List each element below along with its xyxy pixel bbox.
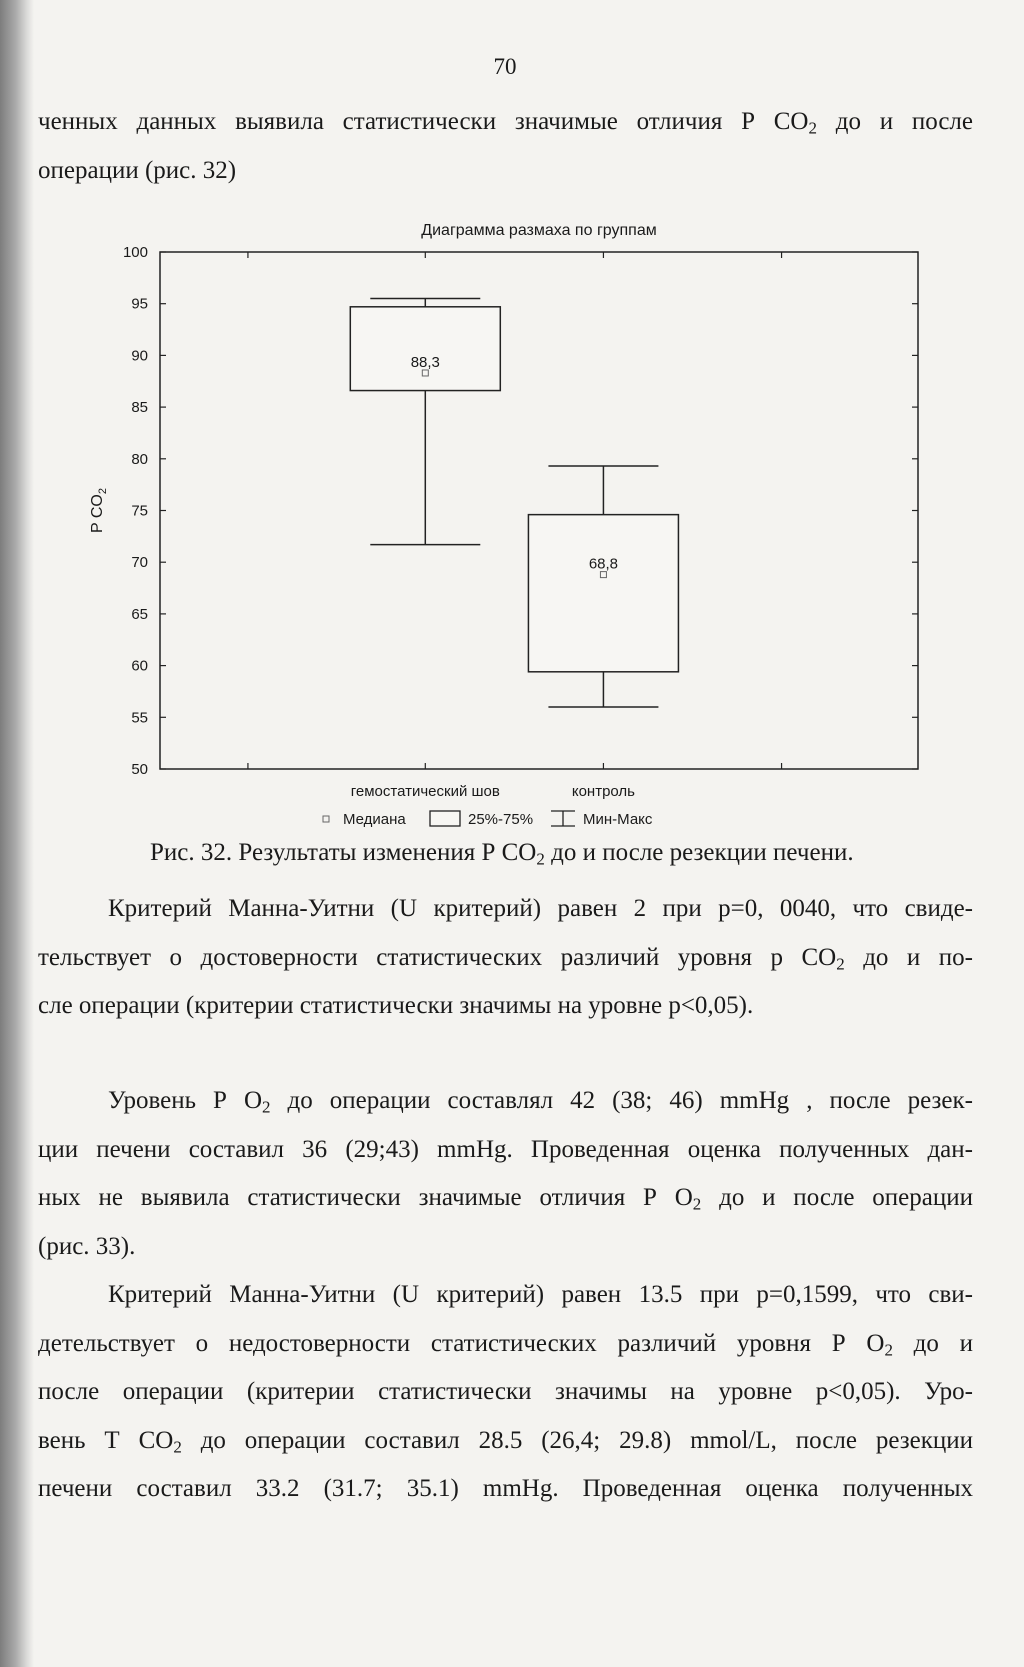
- iqr-box: [350, 307, 500, 391]
- chart-title: Диаграмма размаха по группам: [421, 222, 657, 239]
- text-line: детельствует о недостоверности статистических различий уровня Р $О_2$ до и: [38, 1329, 973, 1359]
- y-tick-label: 95: [131, 295, 148, 313]
- legend-range-label: Мин-Макс: [583, 811, 653, 828]
- plot-frame: [160, 252, 918, 769]
- text-line: вень Т $СО_2$ до операции составил 28.5 (26,4; 29.8) mmol/L, после резекции: [38, 1426, 973, 1456]
- paragraph-po2-levels: [38, 1077, 973, 1271]
- text-line: операции (рис. 32): [38, 156, 237, 184]
- y-tick-label: 70: [131, 554, 148, 572]
- text-line: печени составил 33.2 (31.7; 35.1) mmHg. Проведенная оценка полученных: [38, 1475, 973, 1502]
- text-line: ных не выявила статистически значимые отличия Р $О_2$ до и после операции: [38, 1184, 973, 1214]
- y-tick-label: 80: [131, 450, 148, 468]
- figure-caption: Рис. 32. Результаты изменения Р $СО_2$ до и после резекции печени.: [150, 839, 854, 869]
- legend-iqr-box: [430, 811, 460, 826]
- x-category-label: гемостатический шов: [350, 783, 500, 800]
- text-line: ченных данных выявила статистически значимые отличия Р $СО_2$ до и после: [38, 108, 973, 138]
- text-line: Критерий Манна-Уитни (U критерий) равен 2 при p=0, 0040, что свиде-: [108, 895, 973, 922]
- text-line: Критерий Манна-Уитни (U критерий) равен 13.5 при p=0,1599, что сви-: [108, 1281, 973, 1308]
- book-spine-shadow: [0, 0, 34, 1667]
- y-tick-label: 75: [131, 502, 148, 520]
- y-tick-label: 90: [131, 347, 148, 365]
- intro-paragraph: [38, 98, 973, 195]
- y-tick-label: 60: [131, 657, 148, 675]
- iqr-box: [528, 515, 678, 672]
- y-tick-label: 100: [122, 244, 148, 261]
- paragraph-mann-whitney-co2: [38, 885, 973, 1031]
- legend-median-label: Медиана: [343, 811, 406, 828]
- legend-median-marker: [323, 816, 329, 822]
- text-line: ции печени составил 36 (29;43) mmHg. Проведенная оценка полученных дан-: [38, 1135, 973, 1163]
- text-line: после операции (критерии статистически значимы на уровне p<0,05). Уро-: [38, 1378, 973, 1405]
- text-line: (рис. 33).: [38, 1232, 136, 1260]
- legend-iqr-label: 25%-75%: [468, 811, 534, 828]
- page-number: 70: [493, 54, 517, 79]
- y-tick-label: 50: [131, 761, 148, 778]
- y-axis-label: P $CO_2$: [89, 488, 109, 533]
- median-value-label: 68,8: [588, 555, 619, 573]
- box-plot-chart: [80, 212, 940, 842]
- text-line: сле операции (критерии статистически значимы на уровне p<0,05).: [38, 992, 754, 1019]
- median-value-label: 88,3: [410, 353, 440, 371]
- y-tick-label: 55: [131, 709, 148, 727]
- y-tick-label: 65: [131, 605, 148, 623]
- x-category-label: контроль: [571, 783, 636, 800]
- y-tick-label: 85: [131, 399, 148, 417]
- paragraph-mann-whitney-po2: [38, 1271, 973, 1514]
- text-line: тельствует о достоверности статистических различий уровня р $СО_2$ до и по-: [38, 943, 973, 973]
- text-line: Уровень Р $О_2$ до операции составлял 42 (38; 46) mmHg , после резек-: [108, 1087, 973, 1117]
